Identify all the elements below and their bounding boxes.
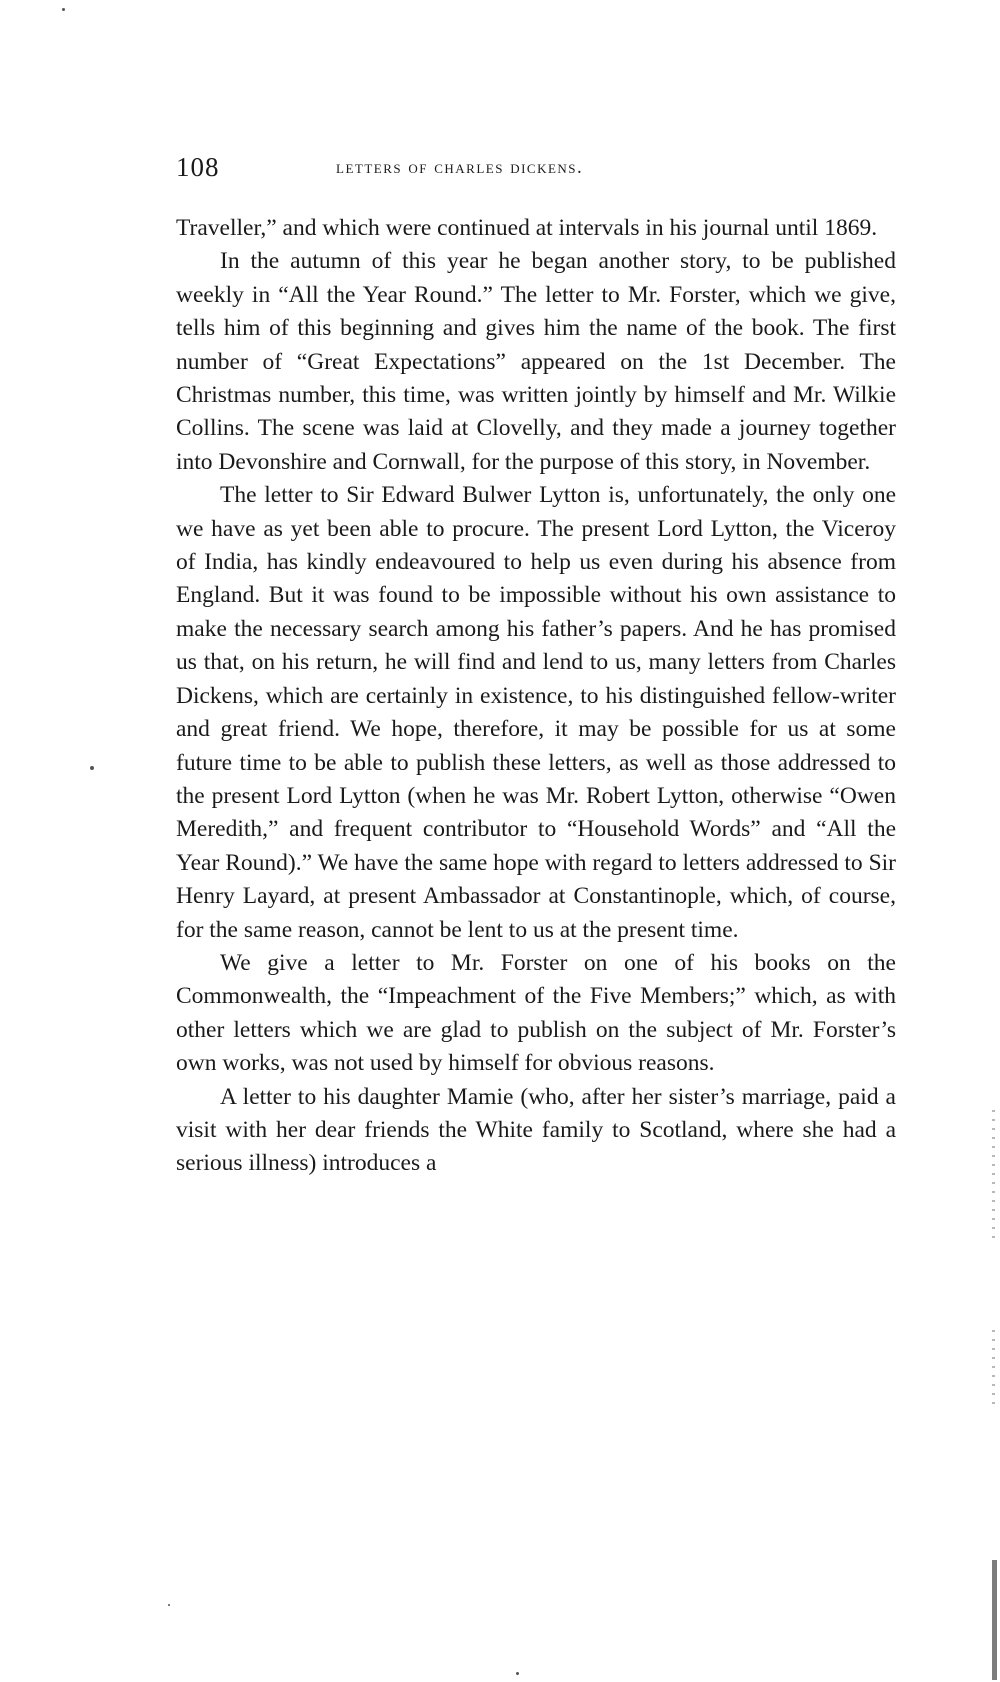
paragraph-forster-commonwealth: We give a letter to Mr. Forster on one of his books on the Commonwealth, the “Impeachment of the Five Members;” which, as with other letters which we are glad to publish on the subject of Mr. Forster’s own works, was not used by himself for obvious reasons.: [176, 949, 896, 1077]
paragraph-mamie-letter: A letter to his daughter Mamie (who, after her sister’s marriage, paid a visit with her dear friends the White family to Scotland, where she had a serious illness) introduces a: [176, 1083, 896, 1177]
body-text: [176, 212, 896, 1181]
scan-edge-noise: [992, 1110, 995, 1240]
paragraph-lytton-letters: The letter to Sir Edward Bulwer Lytton is, unfortunately, the only one we have as yet been able to procure. The present Lord Lytton, the Viceroy of India, has kindly endeavoured to help us even during his absence from England. But it was found to be impossible without his own assistance to make the necessary search among his father’s papers. And he has promised us that, on his return, he will find and lend to us, many letters from Charles Dickens, which are certainly in existence, to his distinguished fellow-writer and great friend. We hope, therefore, it may be possible for us at some future time to be able to publish these letters, as well as those addressed to the present Lord Lytton (when he was Mr. Robert Lytton, otherwise “Owen Meredith,” and frequent contributor to “Household Words” and “All the Year Round).” We have the same hope with regard to letters addressed to Sir Henry Layard, at present Ambassador at Constantinople, which, of course, for the same reason, cannot be lent to us at the present time.: [176, 482, 896, 943]
scan-edge-noise: [992, 1560, 997, 1680]
paragraph-continuation: Traveller,” and which were continued at intervals in his journal until 1869.: [176, 215, 878, 241]
scan-edge-noise: [992, 1330, 995, 1410]
scan-speck: [62, 8, 65, 11]
scan-speck: [90, 766, 94, 770]
running-title: letters of charles dickens.: [336, 157, 584, 178]
paragraph-great-expectations: In the autumn of this year he began another story, to be published weekly in “All the Year Round.” The letter to Mr. Forster, which we give, tells him of this beginning and gives him the name of the book. The first number of “Great Expectations” appeared on the 1st December. The Christmas number, this time, was written jointly by himself and Mr. Wilkie Collins. The scene was laid at Clovelly, and they made a journey together into Devonshire and Cornwall, for the purpose of this story, in November.: [176, 248, 896, 475]
page-number: 108: [176, 152, 220, 182]
running-head: [176, 152, 896, 192]
scan-speck: [168, 1604, 170, 1606]
scan-speck: [516, 1672, 519, 1675]
